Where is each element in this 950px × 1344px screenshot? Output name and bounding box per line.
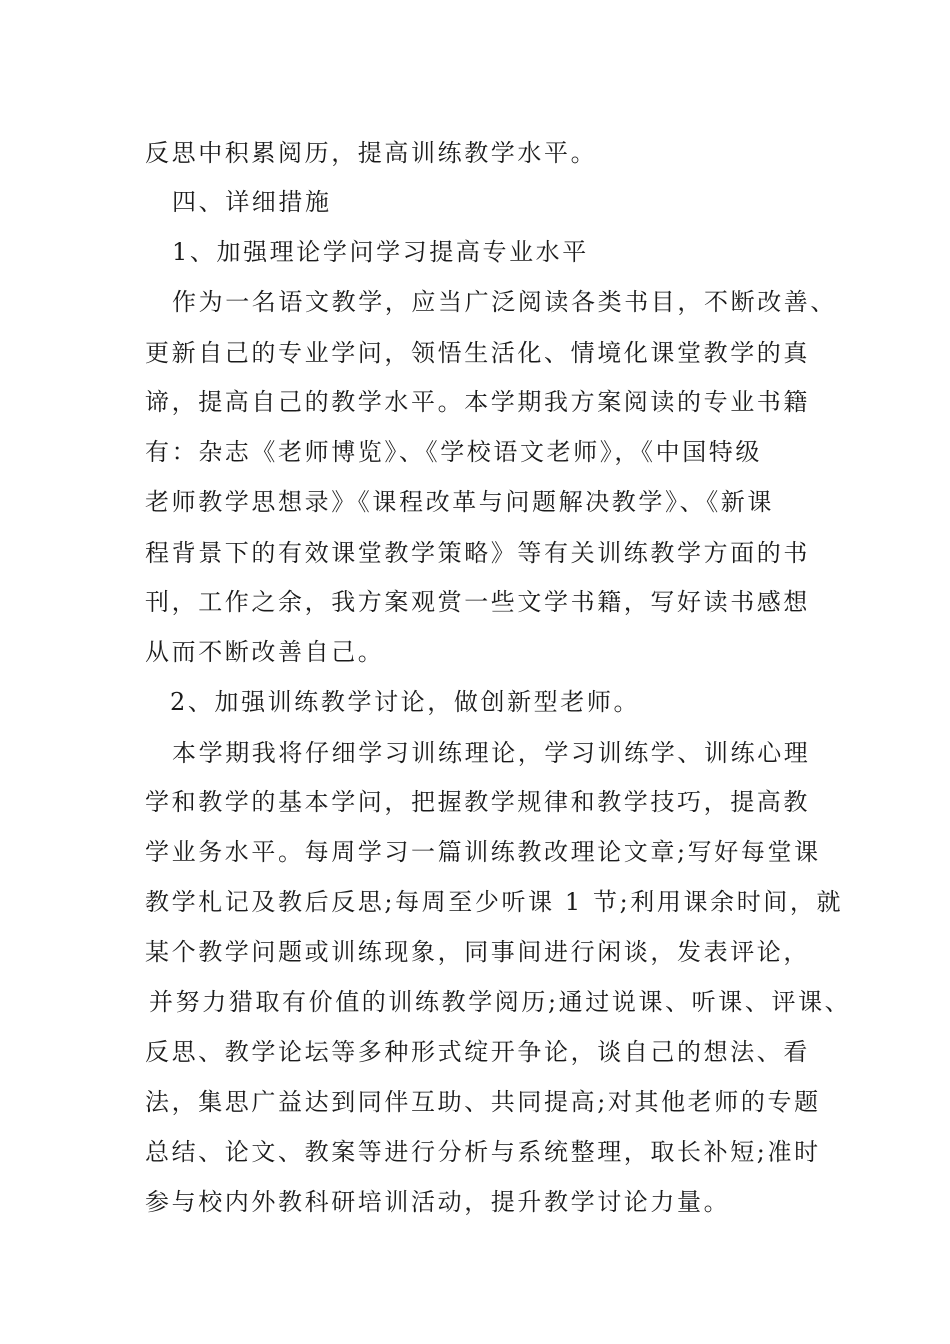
paragraph-line: 某个教学问题或训练现象，同事间进行闲谈，发表评论，	[145, 938, 810, 966]
paragraph-line: 谛，提高自己的教学水平。本学期我方案阅读的专业书籍	[145, 388, 810, 416]
paragraph-line: 程背景下的有效课堂教学策略》等有关训练教学方面的书	[145, 539, 810, 567]
subsection-heading: 2、加强训练教学讨论，做创新型老师。	[170, 688, 641, 716]
paragraph-line: 法，集思广益达到同伴互助、共同提高;对其他老师的专题	[145, 1088, 821, 1116]
section-heading: 四、详细措施	[172, 188, 332, 216]
paragraph-line: 总结、论文、教案等进行分析与系统整理，取长补短;准时	[145, 1138, 821, 1166]
paragraph-line: 参与校内外教科研培训活动，提升教学讨论力量。	[145, 1188, 731, 1216]
paragraph-line: 教学札记及教后反思;每周至少听课 1 节;利用课余时间，就	[145, 888, 844, 916]
paragraph-line: 并努力猎取有价值的训练教学阅历;通过说课、听课、评课、	[149, 988, 852, 1016]
paragraph-line: 有：杂志《老师博览》、《学校语文老师》，《中国特级	[145, 438, 762, 466]
paragraph-line: 学业务水平。每周学习一篇训练教改理论文章;写好每堂课	[145, 838, 821, 866]
paragraph-line: 刊，工作之余，我方案观赏一些文学书籍，写好读书感想	[145, 588, 810, 616]
subsection-heading: 1、加强理论学问学习提高专业水平	[172, 238, 589, 266]
paragraph-line: 老师教学思想录》《课程改革与问题解决教学》、《新课	[145, 488, 774, 516]
paragraph-line: 更新自己的专业学问，领悟生活化、情境化课堂教学的真	[145, 339, 810, 367]
paragraph-line: 反思中积累阅历，提高训练教学水平。	[145, 139, 598, 167]
paragraph-line: 从而不断改善自己。	[145, 638, 385, 666]
paragraph-line: 本学期我将仔细学习训练理论，学习训练学、训练心理	[172, 739, 811, 767]
paragraph-line: 学和教学的基本学问，把握教学规律和教学技巧，提高教	[145, 788, 810, 816]
paragraph-line: 反思、教学论坛等多种形式绽开争论，谈自己的想法、看	[145, 1038, 810, 1066]
paragraph-line: 作为一名语文教学，应当广泛阅读各类书目，不断改善、	[172, 288, 837, 316]
